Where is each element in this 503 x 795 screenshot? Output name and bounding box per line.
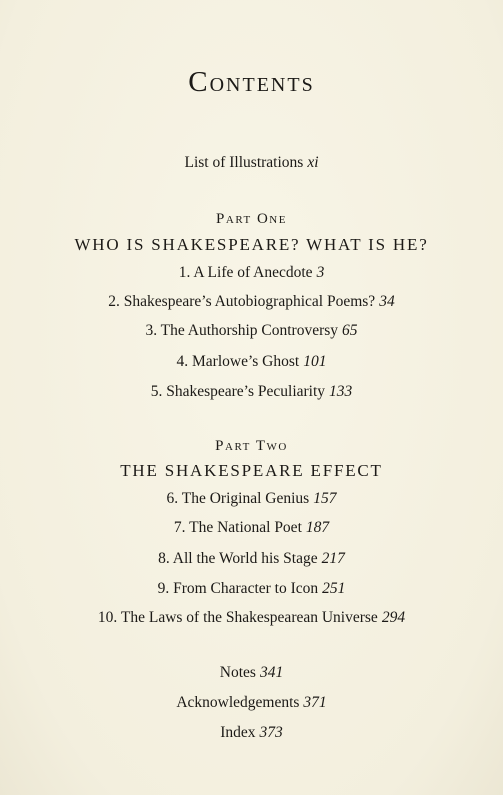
toc-entry-chapter-3 [0, 322, 503, 340]
entry-page: 101 [303, 353, 327, 370]
entry-label: 7. The National Poet [173, 519, 302, 536]
entry-page: xi [307, 154, 319, 171]
entry-page: 251 [322, 580, 346, 597]
entry-label: Acknowledgements [176, 694, 300, 711]
toc-entry-index [0, 724, 503, 742]
part-one-label: Part One [216, 211, 287, 227]
part-two-label: Part Two [215, 438, 288, 454]
entry-page: 341 [259, 664, 284, 681]
page-title: Contents [188, 66, 315, 98]
toc-entry-illustrations [0, 154, 503, 172]
entry-page: 187 [305, 519, 330, 536]
entry-label: Index [220, 724, 256, 741]
entry-label: 3. The Authorship Controversy [145, 322, 339, 339]
entry-page: 34 [379, 293, 395, 310]
entry-label: 9. From Character to Icon [157, 580, 319, 597]
entry-label: 8. All the World his Stage [158, 550, 318, 567]
toc-entry-chapter-1 [0, 264, 503, 282]
entry-page: 217 [321, 550, 345, 567]
entry-label: 5. Shakespeare’s Peculiarity [150, 383, 326, 400]
toc-entry-chapter-2 [0, 293, 503, 311]
entry-page: 133 [329, 383, 353, 400]
toc-entry-chapter-10 [0, 609, 503, 627]
entry-label: 1. A Life of Anecdote [178, 264, 313, 281]
entry-label: List of Illustrations [184, 154, 304, 171]
entry-page: 294 [381, 609, 406, 626]
part-two-title: THE SHAKESPEARE EFFECT [120, 461, 383, 480]
toc-entry-notes [0, 664, 503, 682]
toc-entry-chapter-5 [0, 383, 503, 401]
entry-page: 371 [303, 694, 327, 711]
entry-label: 10. The Laws of the Shakespearean Universe [97, 609, 378, 626]
toc-entry-chapter-8 [0, 550, 503, 568]
toc-entry-chapter-9 [0, 580, 503, 598]
entry-page: 65 [342, 322, 358, 339]
entry-label: 4. Marlowe’s Ghost [176, 353, 300, 370]
toc-entry-chapter-4 [0, 353, 503, 371]
entry-page: 373 [259, 724, 283, 741]
entry-page: 3 [316, 264, 325, 281]
entry-label: 2. Shakespeare’s Autobiographical Poems? [108, 293, 376, 310]
entry-label: Notes [219, 664, 256, 681]
toc-entry-chapter-7 [0, 519, 503, 537]
toc-entry-acknowledgements [0, 694, 503, 712]
entry-page: 157 [313, 490, 337, 507]
part-one-title: WHO IS SHAKESPEARE? WHAT IS HE? [74, 235, 429, 254]
entry-label: 6. The Original Genius [166, 490, 310, 507]
toc-entry-chapter-6 [0, 490, 503, 508]
